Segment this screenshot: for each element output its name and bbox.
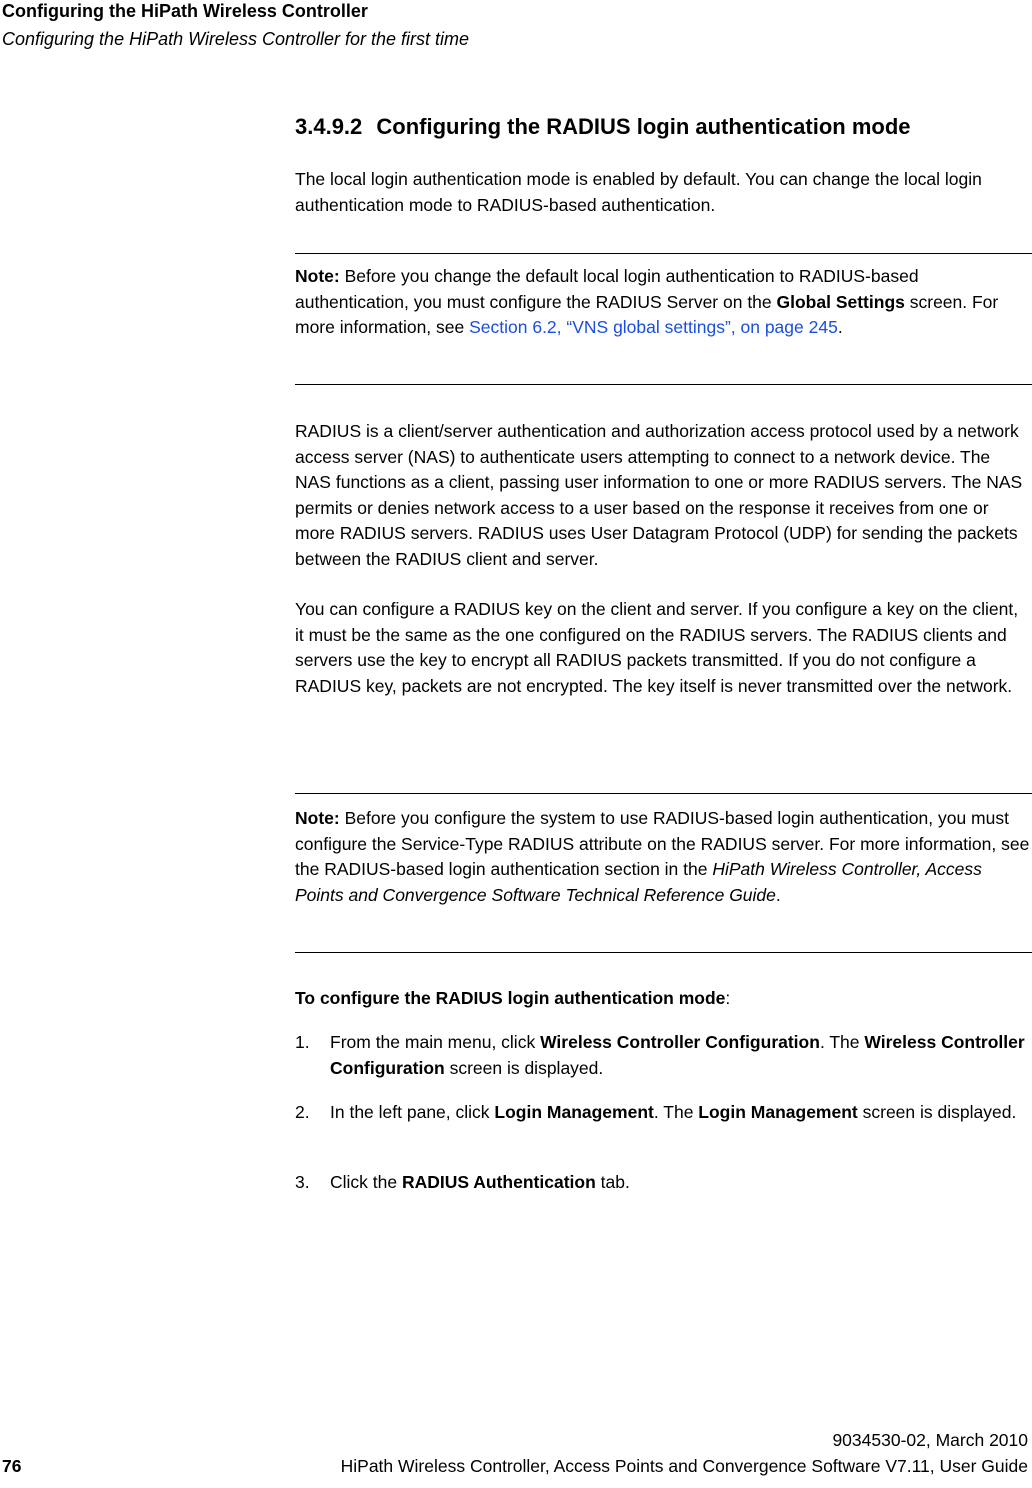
reference-guide-title: HiPath Wireless Controller, Access Points and Convergence Software Technical Reference Guide (295, 859, 982, 905)
note-label: Note: (295, 808, 340, 828)
section-heading (295, 113, 911, 141)
note-divider-bottom (295, 384, 1032, 385)
note-text: screen. For more information, see (295, 291, 999, 337)
step-text: Click the RADIUS Authentication tab. (330, 1172, 630, 1192)
tab-name: RADIUS Authentication (401, 1172, 596, 1192)
note-2 (295, 806, 1030, 908)
note-1 (295, 264, 1030, 341)
procedure-heading-suffix: : (725, 988, 731, 1008)
note-divider-top (295, 793, 1032, 794)
procedure-heading-text: To configure the RADIUS login authentication mode (295, 988, 726, 1008)
note-label: Note: (295, 266, 340, 286)
procedure-heading (295, 986, 1030, 1012)
running-header-subtitle: Configuring the HiPath Wireless Controller for the first time (2, 29, 470, 49)
procedure-step-1 (295, 1030, 1030, 1081)
menu-item-name: Login Management (494, 1102, 654, 1122)
cross-reference-link[interactable]: Section 6.2, “VNS global settings”, on page 245 (469, 317, 838, 337)
step-text: In the left pane, click Login Management. The Login Management screen is displayed. (330, 1102, 1017, 1122)
note-text: . (837, 317, 843, 337)
step-number: 3. (295, 1172, 310, 1192)
procedure-step-2 (295, 1100, 1030, 1126)
footer-doc-id: 9034530-02, March 2010 (832, 1430, 1028, 1450)
note-text: Before you configure the system to use RADIUS-based login authentication, you must configure the Service-Type RADIUS attribute on the RADIUS server. For more information, see the RADIUS-based login authentication section in the (295, 808, 1030, 879)
radius-key-paragraph: You can configure a RADIUS key on the client and server. If you configure a key on the client, it must be the same as the one configured on the RADIUS servers. The RADIUS clients and servers use the key to encrypt all RADIUS packets transmitted. If you do not configure a RADIUS key, packets are not encrypted. The key itself is never transmitted over the network. (295, 599, 1019, 696)
note-text: Before you change the default local login authentication to RADIUS-based authentication, you must configure the RADIUS Server on the (295, 266, 919, 312)
step-number: 2. (295, 1102, 310, 1122)
section-title: Configuring the RADIUS login authentication mode (376, 114, 911, 139)
step-text: From the main menu, click Wireless Controller Configuration. The Wireless Controller Configuration screen is displayed. (330, 1032, 1025, 1078)
footer-page-number: 76 (2, 1456, 22, 1476)
intro-paragraph: The local login authentication mode is enabled by default. You can change the local login authentication mode to RADIUS-based authentication. (295, 169, 982, 215)
note-bold-term: Global Settings (776, 291, 905, 312)
note-divider-bottom (295, 952, 1032, 953)
footer-guide-title: HiPath Wireless Controller, Access Points and Convergence Software V7.11, User Guide (340, 1456, 1028, 1476)
note-divider-top (295, 253, 1032, 254)
screen-name: Wireless Controller Configuration (330, 1032, 1025, 1078)
procedure-step-3 (295, 1170, 1030, 1196)
note-text: . (775, 884, 781, 905)
menu-item-name: Wireless Controller Configuration (540, 1032, 820, 1052)
section-number: 3.4.9.2 (295, 114, 363, 139)
running-header-title: Configuring the HiPath Wireless Controller (2, 1, 368, 21)
screen-name: Login Management (698, 1102, 858, 1122)
radius-description-paragraph: RADIUS is a client/server authentication and authorization access protocol used by a network access server (NAS) to authenticate users attempting to connect to a network device. The NAS functions as a client, passing user information to one or more RADIUS servers. The NAS permits or denies network access to a user based on the response it receives from one or more RADIUS servers. RADIUS uses User Datagram Protocol (UDP) for sending the packets between the RADIUS client and server. (295, 421, 1023, 569)
step-number: 1. (295, 1032, 310, 1052)
